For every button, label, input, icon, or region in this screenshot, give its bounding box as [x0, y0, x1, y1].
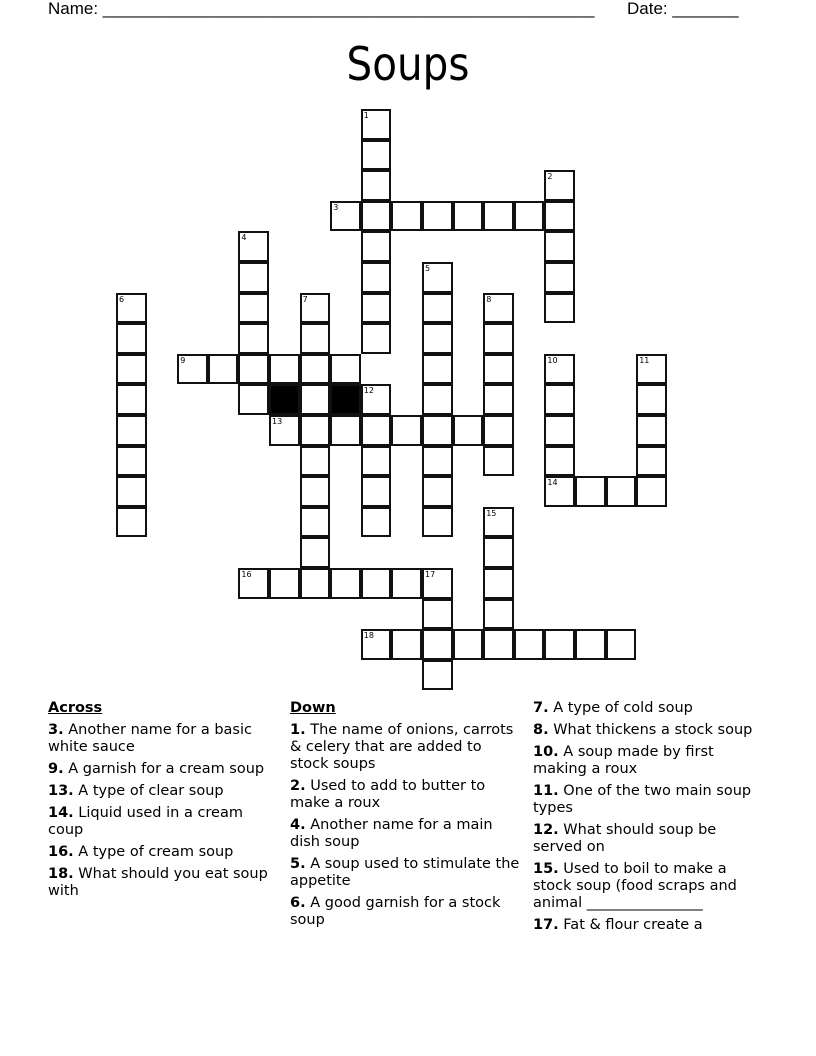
grid-cell[interactable] [361, 140, 392, 171]
grid-cell[interactable] [483, 599, 514, 630]
clue-number: 18 [363, 631, 374, 641]
grid-cell[interactable] [483, 354, 514, 385]
clue-number: 2 [547, 172, 553, 182]
grid-cell[interactable] [422, 629, 453, 660]
grid-cell[interactable] [514, 201, 545, 232]
grid-cell[interactable] [300, 507, 331, 538]
grid-cell[interactable] [300, 537, 331, 568]
grid-cell[interactable] [453, 415, 484, 446]
grid-cell[interactable] [422, 446, 453, 477]
grid-cell[interactable] [636, 354, 667, 385]
clue-down-17: 17. Fat & flour create a [533, 917, 703, 933]
grid-cell[interactable] [361, 384, 392, 415]
date-field-label: Date: _______ [627, 0, 739, 18]
clue-down-5: 5. A soup used to stimulate the appetite [290, 856, 520, 889]
grid-cell[interactable] [238, 568, 269, 599]
grid-cell[interactable] [422, 384, 453, 415]
name-field-label: Name: ____________________________________________________ [48, 0, 595, 18]
grid-cell[interactable] [483, 201, 514, 232]
grid-cell[interactable] [361, 109, 392, 140]
grid-cell[interactable] [636, 415, 667, 446]
grid-cell[interactable] [116, 476, 147, 507]
page-title: Soups [346, 37, 470, 91]
grid-cell[interactable] [330, 568, 361, 599]
grid-cell[interactable] [116, 415, 147, 446]
grid-cell[interactable] [422, 201, 453, 232]
grid-cell[interactable] [177, 354, 208, 385]
grid-cell[interactable] [422, 568, 453, 599]
grid-cell[interactable] [238, 354, 269, 385]
grid-cell[interactable] [483, 507, 514, 538]
grid-cell[interactable] [361, 293, 392, 324]
grid-cell[interactable] [238, 231, 269, 262]
grid-cell[interactable] [116, 293, 147, 324]
grid-cell[interactable] [300, 568, 331, 599]
clue-across-9: 9. A garnish for a cream soup [48, 761, 265, 777]
grid-cell[interactable] [300, 476, 331, 507]
grid-cell[interactable] [483, 629, 514, 660]
grid-cell[interactable] [483, 293, 514, 324]
clue-down-6: 6. A good garnish for a stock soup [290, 895, 501, 928]
grid-cell[interactable] [116, 507, 147, 538]
down-heading: Down [290, 700, 336, 716]
grid-cell[interactable] [544, 446, 575, 477]
grid-cell[interactable] [391, 201, 422, 232]
grid-cell[interactable] [636, 476, 667, 507]
black-cell [269, 384, 300, 415]
grid-cell[interactable] [514, 629, 545, 660]
grid-cell[interactable] [361, 568, 392, 599]
clue-down-1: 1. The name of onions, carrots & celery that are added to stock soups [290, 722, 514, 772]
grid-cell[interactable] [422, 476, 453, 507]
grid-cell[interactable] [636, 446, 667, 477]
grid-cell[interactable] [300, 354, 331, 385]
grid-cell[interactable] [544, 293, 575, 324]
grid-cell[interactable] [269, 568, 300, 599]
clue-number: 3 [333, 202, 339, 212]
across-heading: Across [48, 700, 103, 716]
grid-cell[interactable] [238, 293, 269, 324]
grid-cell[interactable] [483, 446, 514, 477]
grid-cell[interactable] [606, 629, 637, 660]
grid-cell[interactable] [575, 476, 606, 507]
clue-number: 17 [425, 570, 436, 579]
clue-number: 11 [639, 355, 650, 365]
clue-down-2: 2. Used to add to butter to make a roux [290, 778, 486, 811]
grid-cell[interactable] [544, 476, 575, 507]
grid-cell[interactable] [300, 384, 331, 415]
grid-cell[interactable] [636, 384, 667, 415]
clue-number: 10 [547, 355, 558, 365]
grid-cell[interactable] [238, 384, 269, 415]
clue-across-14: 14. Liquid used in a cream coup [48, 805, 243, 838]
grid-cell[interactable] [391, 415, 422, 446]
grid-cell[interactable] [361, 446, 392, 477]
clue-number: 15 [486, 508, 497, 518]
grid-cell[interactable] [575, 629, 606, 660]
grid-cell[interactable] [300, 293, 331, 324]
grid-cell[interactable] [116, 323, 147, 354]
grid-cell[interactable] [361, 170, 392, 201]
grid-cell[interactable] [116, 446, 147, 477]
grid-cell[interactable] [330, 354, 361, 385]
grid-cell[interactable] [300, 323, 331, 354]
grid-cell[interactable] [544, 170, 575, 201]
black-cell [330, 384, 361, 415]
grid-cell[interactable] [238, 323, 269, 354]
grid-cell[interactable] [544, 201, 575, 232]
clue-number: 13 [272, 417, 283, 426]
grid-cell[interactable] [544, 231, 575, 262]
clue-number: 8 [486, 294, 492, 304]
down-clues-continued [533, 700, 765, 939]
grid-cell[interactable] [361, 323, 392, 354]
grid-cell[interactable] [330, 201, 361, 232]
grid-cell[interactable] [330, 415, 361, 446]
grid-cell[interactable] [391, 629, 422, 660]
grid-cell[interactable] [422, 262, 453, 293]
grid-cell[interactable] [422, 507, 453, 538]
grid-cell[interactable] [361, 262, 392, 293]
clue-across-3: 3. Another name for a basic white sauce [48, 722, 252, 755]
grid-cell[interactable] [483, 323, 514, 354]
clue-number: 16 [241, 570, 252, 579]
grid-cell[interactable] [422, 293, 453, 324]
grid-cell[interactable] [483, 568, 514, 599]
clue-across-13: 13. A type of clear soup [48, 783, 224, 799]
clue-across-16: 16. A type of cream soup [48, 844, 234, 860]
grid-cell[interactable] [208, 354, 239, 385]
grid-cell[interactable] [300, 415, 331, 446]
grid-cell[interactable] [483, 415, 514, 446]
grid-cell[interactable] [606, 476, 637, 507]
clue-down-12: 12. What should soup be served on [533, 822, 717, 855]
grid-cell[interactable] [269, 415, 300, 446]
grid-cell[interactable] [422, 354, 453, 385]
clue-down-10: 10. A soup made by first making a roux [533, 744, 714, 777]
grid-cell[interactable] [422, 415, 453, 446]
clue-down-4: 4. Another name for a main dish soup [290, 817, 493, 850]
across-clues [48, 700, 273, 905]
grid-cell[interactable] [361, 231, 392, 262]
clue-down-15: 15. Used to boil to make a stock soup (food scraps and animal ________________ [533, 861, 737, 911]
grid-cell[interactable] [361, 629, 392, 660]
grid-cell[interactable] [361, 507, 392, 538]
grid-cell[interactable] [544, 384, 575, 415]
grid-cell[interactable] [544, 415, 575, 446]
grid-cell[interactable] [544, 629, 575, 660]
clue-down-8: 8. What thickens a stock soup [533, 722, 753, 738]
clue-down-11: 11. One of the two main soup types [533, 783, 752, 816]
grid-cell[interactable] [422, 660, 453, 691]
clue-across-18: 18. What should you eat soup with [48, 866, 268, 899]
grid-cell[interactable] [422, 323, 453, 354]
down-clues [290, 700, 520, 934]
grid-cell[interactable] [361, 415, 392, 446]
grid-cell[interactable] [116, 384, 147, 415]
clue-number: 14 [547, 478, 558, 488]
clue-number: 9 [180, 355, 186, 365]
grid-cell[interactable] [116, 354, 147, 385]
clue-number: 4 [241, 233, 247, 243]
grid-cell[interactable] [544, 354, 575, 385]
clue-number: 6 [119, 294, 125, 304]
clue-number: 12 [363, 386, 374, 396]
grid-cell[interactable] [361, 476, 392, 507]
grid-cell[interactable] [238, 262, 269, 293]
grid-cell[interactable] [422, 599, 453, 630]
grid-cell[interactable] [453, 629, 484, 660]
clue-number: 1 [363, 111, 369, 120]
clue-down-7: 7. A type of cold soup [533, 700, 693, 716]
grid-cell[interactable] [544, 262, 575, 293]
clue-number: 7 [302, 294, 308, 304]
grid-cell[interactable] [483, 384, 514, 415]
grid-cell[interactable] [483, 537, 514, 568]
grid-cell[interactable] [300, 446, 331, 477]
grid-cell[interactable] [361, 201, 392, 232]
clue-number: 5 [425, 264, 431, 273]
grid-cell[interactable] [391, 568, 422, 599]
grid-cell[interactable] [453, 201, 484, 232]
grid-cell[interactable] [269, 354, 300, 385]
